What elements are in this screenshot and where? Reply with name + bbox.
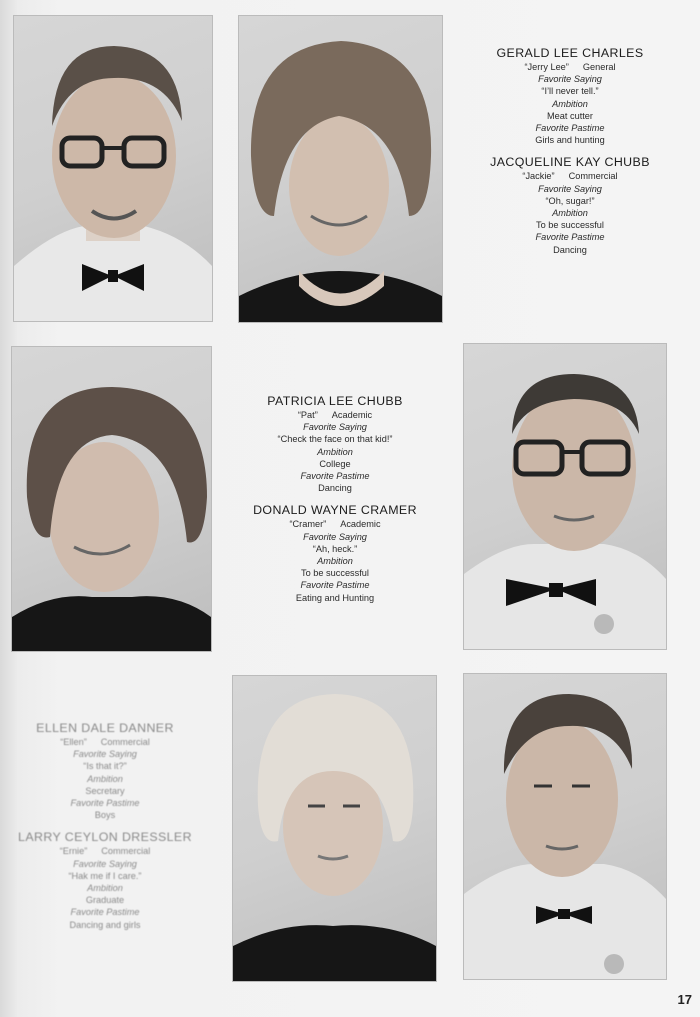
ambition: College xyxy=(319,458,351,469)
student-name: DONALD WAYNE CRAMER xyxy=(253,503,417,518)
caption-entry-gerald xyxy=(470,45,670,146)
pastime-label: Favorite Pastime xyxy=(300,580,370,591)
nickname: “Ellen” xyxy=(60,737,87,747)
pastime-label: Favorite Pastime xyxy=(300,471,370,482)
nickname: “Jackie” xyxy=(522,171,555,182)
page-number: 17 xyxy=(677,992,692,1007)
nickname: “Cramer” xyxy=(289,519,327,530)
ambition: Secretary xyxy=(85,785,125,796)
pastime-label: Favorite Pastime xyxy=(535,123,605,134)
saying-label: Favorite Saying xyxy=(73,749,137,760)
course: Commercial xyxy=(568,171,618,182)
caption-entry-patricia xyxy=(235,393,435,494)
nickname: “Pat” xyxy=(297,410,318,420)
portrait-photo-gerald xyxy=(13,15,213,322)
saying: “I’ll never tell.” xyxy=(541,86,599,97)
saying: “Ah, heck.” xyxy=(312,543,358,554)
pastime-label: Favorite Pastime xyxy=(70,798,140,809)
pastime-label: Favorite Pastime xyxy=(535,232,605,243)
ambition-label: Ambition xyxy=(552,98,588,109)
course: Academic xyxy=(331,410,373,420)
nickname-course-row xyxy=(5,736,205,748)
course: General xyxy=(582,62,616,72)
nickname: “Ernie” xyxy=(59,846,88,857)
caption-block-top xyxy=(470,45,670,264)
saying-label: Favorite Saying xyxy=(303,422,367,433)
ambition-label: Ambition xyxy=(317,556,353,567)
nickname-course-row xyxy=(235,409,435,421)
caption-entry-jacqueline xyxy=(470,154,670,255)
saying-label: Favorite Saying xyxy=(303,531,367,542)
ambition-label: Ambition xyxy=(87,773,123,784)
pastime: Dancing and girls xyxy=(69,919,141,930)
nickname-course-row xyxy=(470,61,670,73)
student-name: JACQUELINE KAY CHUBB xyxy=(490,155,650,170)
ambition-label: Ambition xyxy=(87,883,123,894)
ambition-label: Ambition xyxy=(317,446,353,457)
portrait-photo-patricia xyxy=(11,346,212,652)
pastime: Dancing xyxy=(318,483,352,494)
portrait-photo-donald xyxy=(463,343,667,650)
pastime: Boys xyxy=(94,810,116,821)
ambition: To be successful xyxy=(536,220,604,231)
student-name: ELLEN DALE DANNER xyxy=(36,721,174,735)
saying-label: Favorite Saying xyxy=(538,74,602,85)
caption-block-bottom xyxy=(5,720,205,939)
pastime: Eating and Hunting xyxy=(295,592,375,603)
saying: “Check the face on that kid!” xyxy=(277,434,393,445)
portrait-photo-jacqueline xyxy=(238,15,443,323)
saying-label: Favorite Saying xyxy=(538,183,602,194)
nickname-course-row xyxy=(5,845,205,857)
student-name: LARRY CEYLON DRESSLER xyxy=(18,830,192,845)
saying: “Hak me if I care.” xyxy=(68,870,142,881)
course: Commercial xyxy=(100,737,150,747)
saying: “Is that it?” xyxy=(83,761,127,772)
pastime: Dancing xyxy=(553,244,587,255)
portrait-photo-larry xyxy=(463,673,667,980)
course: Academic xyxy=(340,519,381,530)
ambition: To be successful xyxy=(301,568,369,579)
caption-entry-larry xyxy=(5,829,205,930)
pastime: Girls and hunting xyxy=(535,135,605,146)
nickname: “Jerry Lee” xyxy=(524,62,569,72)
ambition-label: Ambition xyxy=(552,208,588,219)
saying-label: Favorite Saying xyxy=(73,858,137,869)
student-name: PATRICIA LEE CHUBB xyxy=(267,394,403,408)
caption-block-middle xyxy=(235,393,435,612)
student-name: GERALD LEE CHARLES xyxy=(496,46,644,60)
pastime-label: Favorite Pastime xyxy=(70,907,140,918)
ambition: Meat cutter xyxy=(547,110,593,121)
course: Commercial xyxy=(101,846,151,857)
portrait-photo-ellen xyxy=(232,675,437,982)
caption-entry-ellen xyxy=(5,720,205,821)
ambition: Graduate xyxy=(85,895,125,906)
nickname-course-row xyxy=(470,170,670,182)
saying: “Oh, sugar!” xyxy=(545,195,595,206)
nickname-course-row xyxy=(235,518,435,530)
caption-entry-donald xyxy=(235,502,435,603)
